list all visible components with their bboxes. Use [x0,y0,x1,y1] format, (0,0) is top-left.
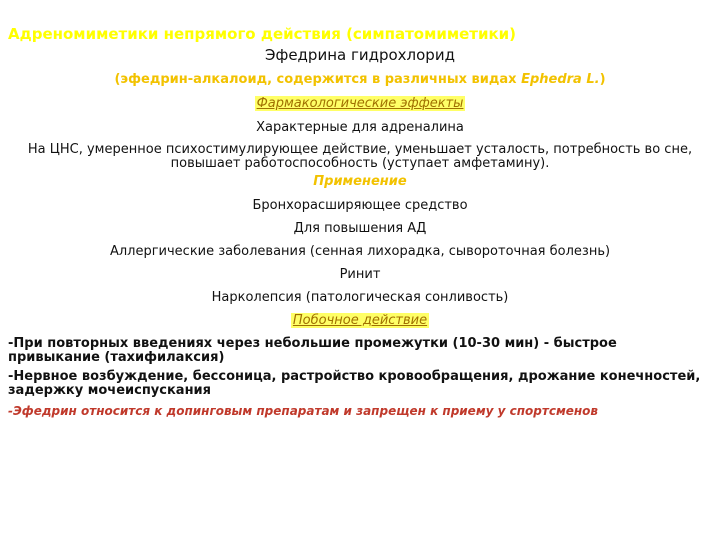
side-effect-item: -Нервное возбуждение, бессоница, растройство кровообращения, дрожание конечностей, задержку мочеиспускания [8,369,701,398]
side-effects-heading: Побочное действие [292,313,428,328]
usage-item: Аллергические заболевания (сенная лихорадка, сывороточная болезнь) [109,244,611,259]
side-effects-heading-row [0,313,720,328]
usage-item: Бронхорасширяющее средство [252,198,468,213]
usage-item: Ринит [339,267,381,282]
pharm-effects-heading-row [0,96,720,111]
drug-name: Эфедрина гидрохлорид [265,46,455,64]
usage-item: Нарколепсия (патологическая сонливость) [211,290,509,305]
pharm-effects-heading: Фармакологические эффекты [256,96,464,111]
slide-title: Адреномиметики непрямого действия (симпатомиметики) [8,25,517,43]
side-effect-item: -При повторных введениях через небольшие промежутки (10-30 мин) - быстрое привыкание (тахифилаксия) [8,336,617,365]
doping-note: -Эфедрин относится к допинговым препаратам и запрещен к приему у спортсменов [8,404,599,418]
drug-origin-genus: Ephedra L. [521,72,600,87]
drug-origin-suffix: ) [599,72,606,87]
drug-origin [0,72,720,87]
usage-item: Для повышения АД [293,221,427,236]
drug-origin-prefix: (эфедрин-алкалоид, содержится в различных видах [114,72,522,87]
effect-cns: На ЦНС, умеренное психостимулирующее действие, уменьшает усталость, потребность во сне, повышает работоспособность (уступает амфетамину). [27,142,693,171]
effect-characteristic: Характерные для адреналина [256,120,464,135]
usage-heading: Применение [313,174,407,189]
